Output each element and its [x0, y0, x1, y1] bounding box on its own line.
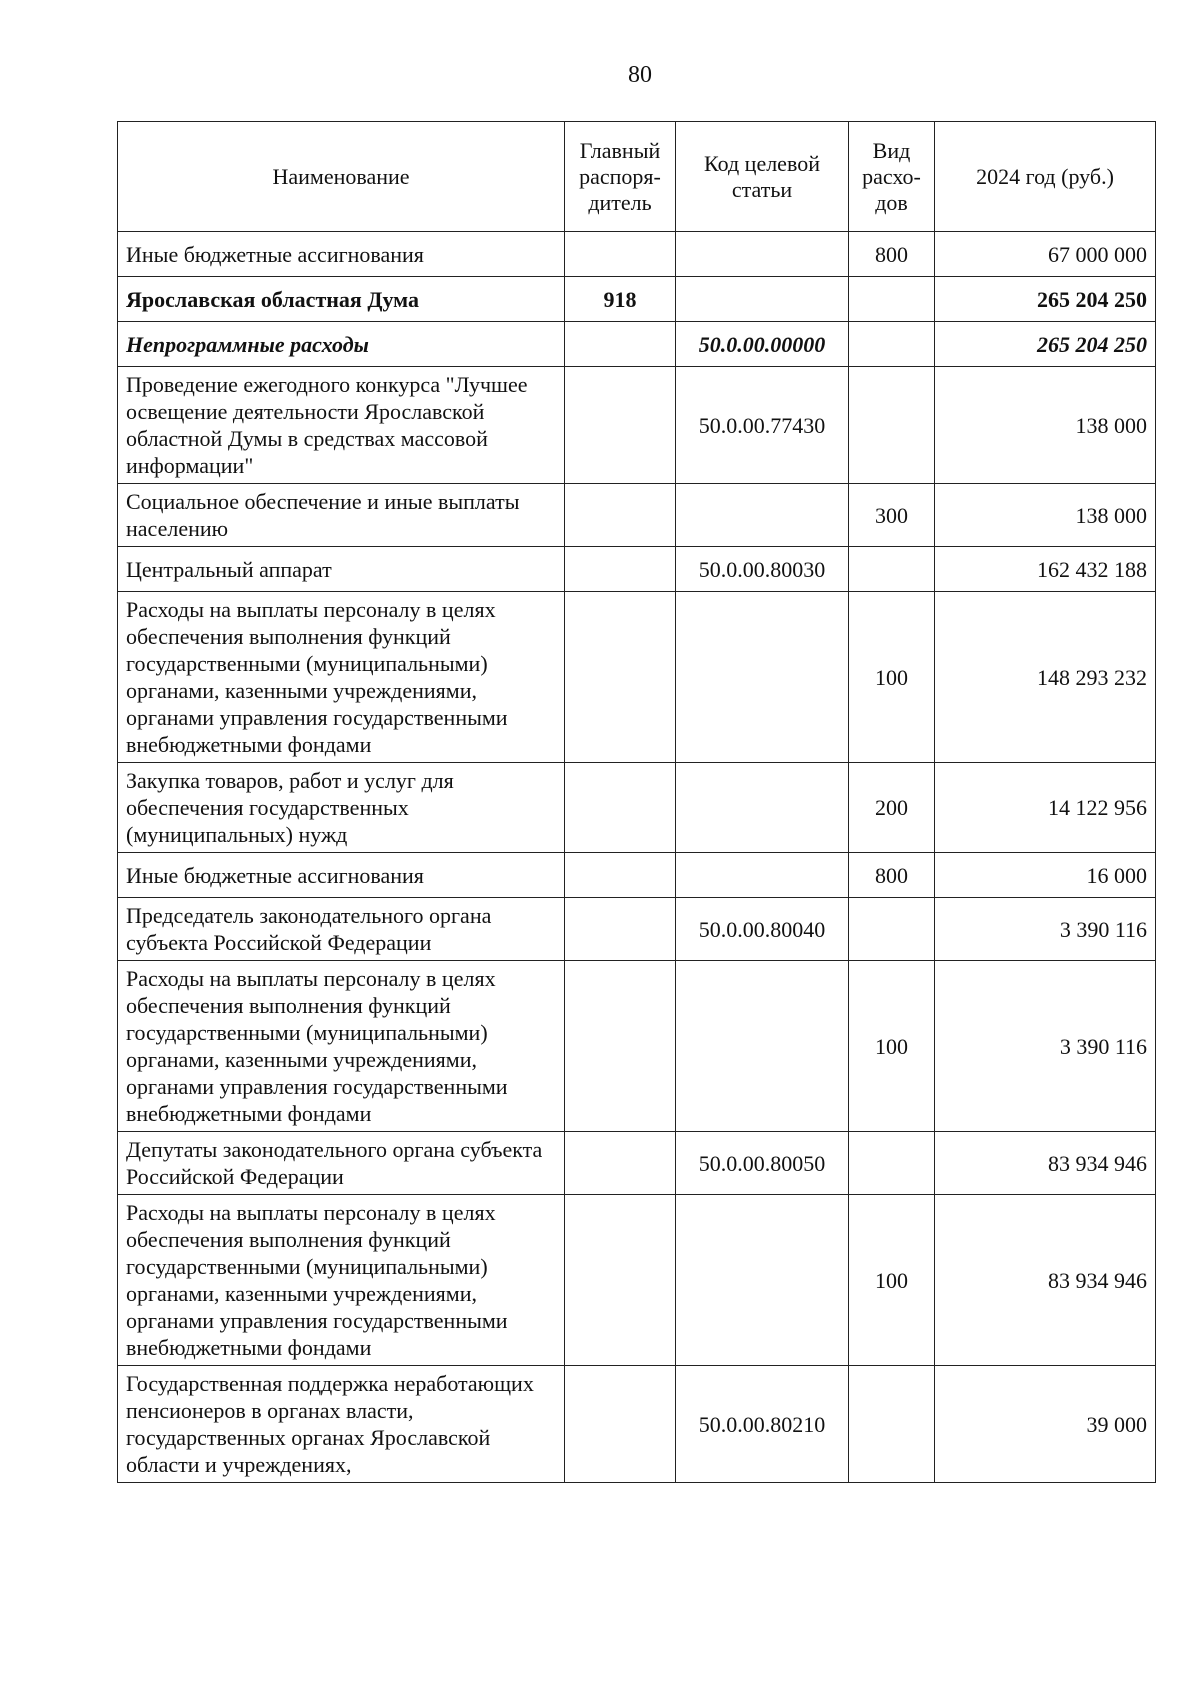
budget-table	[117, 121, 1156, 1483]
cell-main-manager	[565, 367, 676, 484]
cell-name: Иные бюджетные ассигнования	[118, 853, 565, 898]
header-main-manager: Главный распоря-дитель	[565, 122, 676, 232]
table-row	[118, 484, 1156, 547]
header-expense-kind: Вид расхо-дов	[849, 122, 935, 232]
cell-expense-kind: 800	[849, 232, 935, 277]
cell-amount: 16 000	[935, 853, 1156, 898]
cell-expense-kind	[849, 277, 935, 322]
cell-amount: 67 000 000	[935, 232, 1156, 277]
cell-target-code: 50.0.00.80030	[676, 547, 849, 592]
cell-name: Социальное обеспечение и иные выплаты населению	[118, 484, 565, 547]
table-row	[118, 592, 1156, 763]
cell-amount: 3 390 116	[935, 961, 1156, 1132]
cell-main-manager	[565, 1132, 676, 1195]
cell-amount: 148 293 232	[935, 592, 1156, 763]
cell-main-manager	[565, 961, 676, 1132]
cell-name: Депутаты законодательного органа субъекта Российской Федерации	[118, 1132, 565, 1195]
cell-target-code	[676, 484, 849, 547]
cell-amount: 3 390 116	[935, 898, 1156, 961]
cell-target-code: 50.0.00.80040	[676, 898, 849, 961]
cell-main-manager	[565, 484, 676, 547]
cell-main-manager	[565, 547, 676, 592]
cell-expense-kind: 100	[849, 592, 935, 763]
table-row	[118, 547, 1156, 592]
cell-target-code	[676, 592, 849, 763]
cell-name: Иные бюджетные ассигнования	[118, 232, 565, 277]
table-row	[118, 898, 1156, 961]
cell-expense-kind	[849, 547, 935, 592]
cell-amount: 138 000	[935, 367, 1156, 484]
cell-amount: 14 122 956	[935, 763, 1156, 853]
cell-amount: 83 934 946	[935, 1132, 1156, 1195]
cell-target-code	[676, 277, 849, 322]
cell-target-code	[676, 853, 849, 898]
cell-amount: 162 432 188	[935, 547, 1156, 592]
cell-amount: 138 000	[935, 484, 1156, 547]
cell-amount: 39 000	[935, 1366, 1156, 1483]
cell-main-manager	[565, 1195, 676, 1366]
cell-name: Расходы на выплаты персоналу в целях обеспечения выполнения функций государственными (муниципальными) органами, казенными учреждениями, органами управления государственными внебюджетными фондами	[118, 961, 565, 1132]
cell-name: Центральный аппарат	[118, 547, 565, 592]
cell-name: Председатель законодательного органа субъекта Российской Федерации	[118, 898, 565, 961]
cell-expense-kind: 800	[849, 853, 935, 898]
table-row	[118, 763, 1156, 853]
cell-expense-kind	[849, 322, 935, 367]
cell-expense-kind: 300	[849, 484, 935, 547]
cell-amount: 83 934 946	[935, 1195, 1156, 1366]
header-name: Наименование	[118, 122, 565, 232]
cell-name: Расходы на выплаты персоналу в целях обеспечения выполнения функций государственными (муниципальными) органами, казенными учреждениями, органами управления государственными внебюджетными фондами	[118, 1195, 565, 1366]
cell-expense-kind	[849, 367, 935, 484]
table-row	[118, 232, 1156, 277]
header-amount-2024: 2024 год (руб.)	[935, 122, 1156, 232]
cell-main-manager	[565, 853, 676, 898]
cell-expense-kind	[849, 1132, 935, 1195]
cell-target-code	[676, 763, 849, 853]
table-row	[118, 1366, 1156, 1483]
table-row	[118, 1195, 1156, 1366]
cell-target-code: 50.0.00.00000	[676, 322, 849, 367]
cell-target-code	[676, 1195, 849, 1366]
cell-main-manager	[565, 898, 676, 961]
table-row	[118, 1132, 1156, 1195]
cell-amount: 265 204 250	[935, 277, 1156, 322]
cell-name: Расходы на выплаты персоналу в целях обеспечения выполнения функций государственными (муниципальными) органами, казенными учреждениями, органами управления государственными внебюджетными фондами	[118, 592, 565, 763]
cell-expense-kind: 100	[849, 1195, 935, 1366]
cell-target-code	[676, 961, 849, 1132]
table-header-row	[118, 122, 1156, 232]
table-row	[118, 277, 1156, 322]
cell-expense-kind	[849, 898, 935, 961]
table-row	[118, 367, 1156, 484]
cell-name: Закупка товаров, работ и услуг для обеспечения государственных (муниципальных) нужд	[118, 763, 565, 853]
table-row	[118, 322, 1156, 367]
cell-target-code: 50.0.00.80050	[676, 1132, 849, 1195]
cell-main-manager	[565, 763, 676, 853]
table-row	[118, 961, 1156, 1132]
cell-amount: 265 204 250	[935, 322, 1156, 367]
cell-name: Проведение ежегодного конкурса "Лучшее освещение деятельности Ярославской областной Думы в средствах массовой информации"	[118, 367, 565, 484]
cell-main-manager	[565, 1366, 676, 1483]
cell-main-manager	[565, 232, 676, 277]
cell-name: Непрограммные расходы	[118, 322, 565, 367]
cell-main-manager	[565, 322, 676, 367]
cell-name: Государственная поддержка неработающих пенсионеров в органах власти, государственных органах Ярославской области и учреждениях,	[118, 1366, 565, 1483]
table-body	[118, 232, 1156, 1483]
header-target-code: Код целевой статьи	[676, 122, 849, 232]
cell-target-code	[676, 232, 849, 277]
cell-expense-kind: 100	[849, 961, 935, 1132]
cell-expense-kind	[849, 1366, 935, 1483]
cell-main-manager	[565, 592, 676, 763]
cell-target-code: 50.0.00.77430	[676, 367, 849, 484]
table-row	[118, 853, 1156, 898]
cell-name: Ярославская областная Дума	[118, 277, 565, 322]
cell-main-manager: 918	[565, 277, 676, 322]
cell-target-code: 50.0.00.80210	[676, 1366, 849, 1483]
page-number: 80	[628, 62, 652, 88]
cell-expense-kind: 200	[849, 763, 935, 853]
